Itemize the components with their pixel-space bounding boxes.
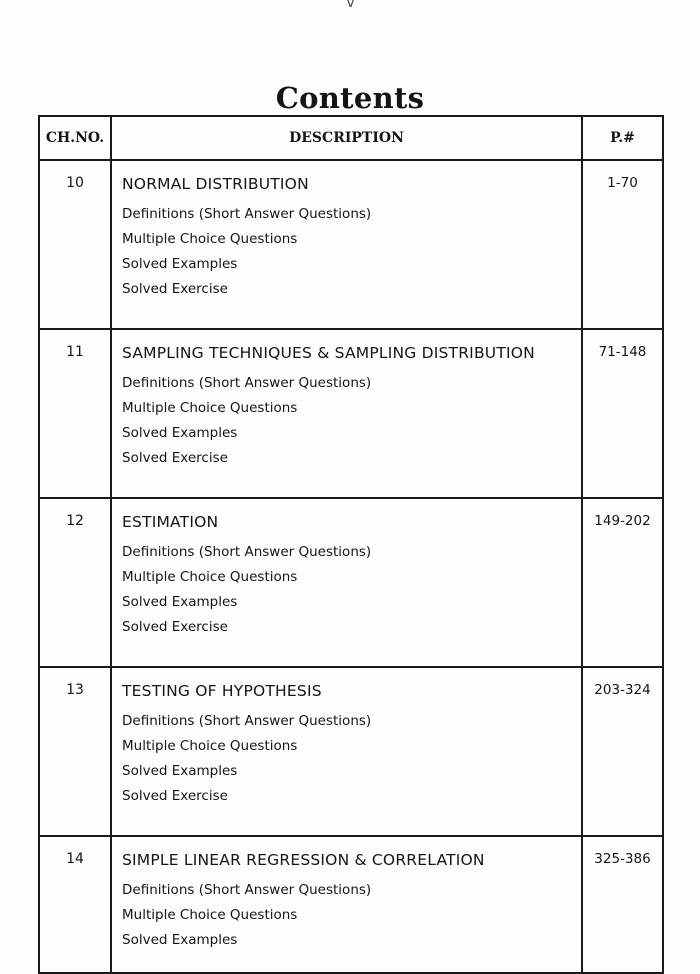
- chapter-row-14: [39, 836, 663, 973]
- chapter-row-10: [39, 160, 663, 329]
- table-header-row: [39, 116, 663, 160]
- chapter-title: SAMPLING TECHNIQUES & SAMPLING DISTRIBUTION: [122, 344, 535, 362]
- list-item: Multiple Choice Questions: [122, 907, 298, 923]
- chapter-number: 13: [39, 667, 111, 836]
- list-item: Multiple Choice Questions: [122, 738, 298, 754]
- chapter-row-13: [39, 667, 663, 836]
- chapter-title: SIMPLE LINEAR REGRESSION & CORRELATION: [122, 851, 485, 869]
- list-item: Definitions (Short Answer Questions): [122, 882, 372, 898]
- header-description: DESCRIPTION: [111, 116, 582, 160]
- chapter-title: ESTIMATION: [122, 513, 219, 531]
- chapter-pages: 203-324: [582, 667, 663, 836]
- top-mark: v: [347, 0, 355, 10]
- chapter-number: 14: [39, 836, 111, 973]
- list-item: Solved Exercise: [122, 619, 228, 635]
- list-item: Solved Examples: [122, 594, 238, 610]
- chapter-row-12: [39, 498, 663, 667]
- list-item: Multiple Choice Questions: [122, 231, 298, 247]
- list-item: Multiple Choice Questions: [122, 569, 298, 585]
- list-item: Solved Examples: [122, 425, 238, 441]
- chapter-title: TESTING OF HYPOTHESIS: [122, 682, 322, 700]
- chapter-description: [111, 836, 582, 973]
- chapter-number: 11: [39, 329, 111, 498]
- list-item: Solved Exercise: [122, 281, 228, 297]
- chapter-pages: 325-386: [582, 836, 663, 973]
- chapter-description: [111, 498, 582, 667]
- list-item: Definitions (Short Answer Questions): [122, 206, 372, 222]
- list-item: Solved Examples: [122, 932, 238, 948]
- list-item: Solved Exercise: [122, 788, 228, 804]
- list-item: Definitions (Short Answer Questions): [122, 544, 372, 560]
- page-title: Contents: [275, 81, 425, 116]
- list-item: Definitions (Short Answer Questions): [122, 713, 372, 729]
- chapter-row-11: [39, 329, 663, 498]
- contents-table: [38, 115, 664, 974]
- list-item: Solved Exercise: [122, 450, 228, 466]
- list-item: Multiple Choice Questions: [122, 400, 298, 416]
- list-item: Solved Examples: [122, 763, 238, 779]
- chapter-description: [111, 160, 582, 329]
- chapter-pages: 1-70: [582, 160, 663, 329]
- chapter-pages: 71-148: [582, 329, 663, 498]
- chapter-description: [111, 329, 582, 498]
- chapter-description: [111, 667, 582, 836]
- chapter-title: NORMAL DISTRIBUTION: [122, 175, 309, 193]
- chapter-number: 10: [39, 160, 111, 329]
- chapter-pages: 149-202: [582, 498, 663, 667]
- header-page-no: P.#: [582, 116, 663, 160]
- list-item: Solved Examples: [122, 256, 238, 272]
- header-chapter-no: CH.NO.: [39, 116, 111, 160]
- chapter-number: 12: [39, 498, 111, 667]
- list-item: Definitions (Short Answer Questions): [122, 375, 372, 391]
